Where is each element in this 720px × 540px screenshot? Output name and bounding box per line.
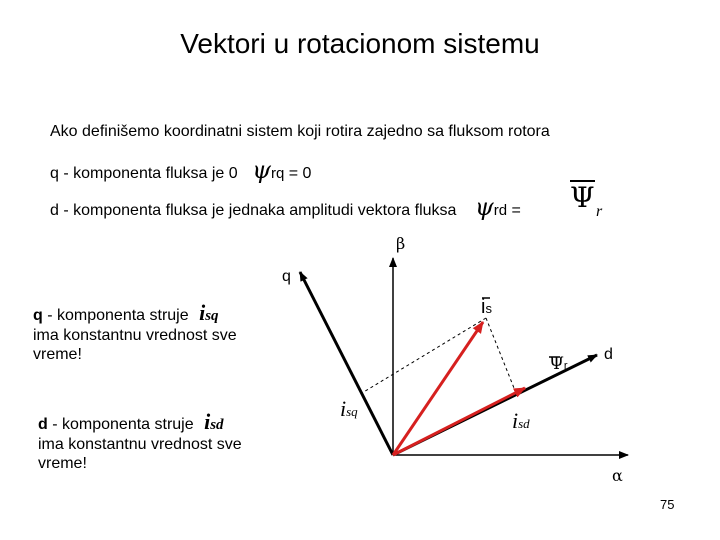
psi-r-label [549,354,568,374]
note-d-rest: ima konstantnu vrednost sve vreme! [38,436,242,472]
q-flux-text: q - komponenta fluksa je 0 [50,165,238,182]
note-q-rest: ima konstantnu vrednost sve vreme! [33,327,237,363]
isq-symbol: i [199,300,206,325]
note-d-prefix: d [38,416,48,433]
isd-diagram-symbol: i [512,408,519,433]
page-title: Vektori u rotacionom sistemu [180,28,540,59]
psi-subscript: rd [493,202,508,219]
beta-label: β [396,234,406,253]
is-vector [393,322,483,455]
psi-r-vector [393,388,525,455]
is-label [481,296,492,319]
projection-line-q [362,318,486,393]
q-axis-label: q [282,268,291,285]
psi-subscript: rq [270,165,285,182]
psi-r-overline-symbol: Ψ [570,181,595,214]
psi-symbol: ψ [474,193,494,221]
note-q-prefix: q [33,307,43,324]
isq-diagram-subscript: sq [346,404,358,419]
q-flux-equals: = 0 [288,165,312,182]
isd-diagram-subscript: sd [518,416,530,431]
q-axis [300,272,393,455]
note-d-text: - komponenta struje [47,416,194,433]
psi-symbol: ψ [252,156,271,184]
isd-subscript: sd [210,417,224,433]
isd-symbol: i [204,409,211,434]
isd-diagram-label [512,408,530,434]
alpha-label: α [612,466,623,485]
is-symbol: i [481,296,486,318]
isq-diagram-symbol: i [340,396,347,421]
isq-diagram-label [340,396,358,422]
psi-r-symbol: Ψ [549,354,564,374]
is-subscript: s [485,301,492,316]
d-flux-text: d - komponenta fluksa je jednaka amplitudi vektora fluksa [50,202,457,219]
intro-text: Ako definišemo koordinatni sistem koji rotira zajedno sa fluksom rotora [50,123,550,140]
page-number: 75 [660,497,675,512]
psi-r-label-subscript: r [563,360,568,372]
d-axis-label: d [604,346,613,363]
psi-r-subscript: r [596,203,603,220]
d-flux-equals: = [511,202,521,219]
projection-line-d [486,318,516,393]
isq-subscript: sq [205,308,219,324]
note-q-text: - komponenta struje [42,307,189,324]
